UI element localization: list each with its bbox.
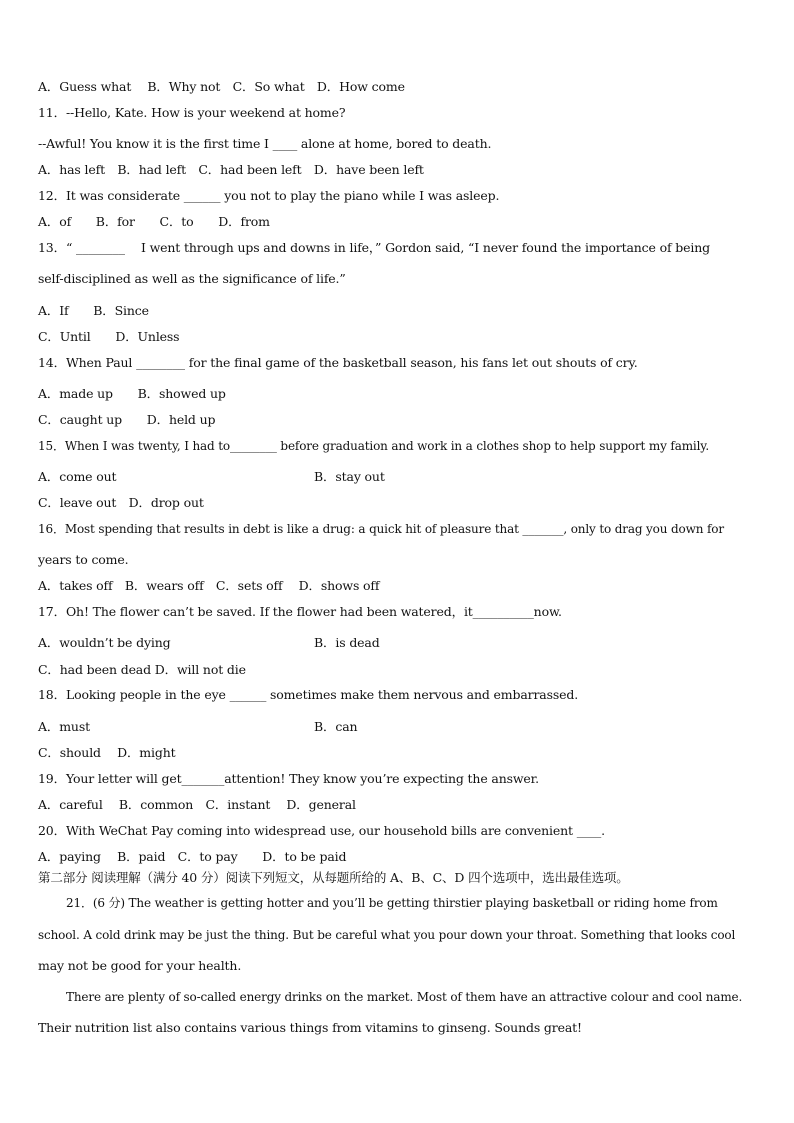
q12-stem: 12．It was considerate ______ you not to play the piano while I was asleep. xyxy=(38,188,500,203)
q11-options: A．has left B．had left C．had been left D．have been left xyxy=(38,162,424,177)
q17-stem: 17．Oh! The flower can’t be saved. If the flower had been watered，it__________now. xyxy=(38,604,562,619)
q13-options-ab: A．If B．Since xyxy=(38,303,149,318)
q11-dialogue: --Awful! You know it is the first time I ____ alone at home, bored to death. xyxy=(38,136,492,151)
q21-paragraph-1-line-1: 21．(6 分) The weather is getting hotter and you’ll be getting thirstier playing basketball or riding home from xyxy=(66,896,718,910)
q13-stem: 13．“ ________ I went through ups and downs in life，” Gordon said, “I never found the importance of being xyxy=(38,240,710,255)
q17-option-b: B．is dead xyxy=(314,635,380,650)
q18-stem: 18．Looking people in the eye ______ sometimes make them nervous and embarrassed. xyxy=(38,687,579,702)
q15-options-cd: C．leave out D．drop out xyxy=(38,495,204,510)
q14-options-cd: C．caught up D．held up xyxy=(38,412,216,427)
q13-options-cd: C．Until D．Unless xyxy=(38,329,180,344)
q15-stem: 15．When I was twenty, I had to________ before graduation and work in a clothes shop to help support my family. xyxy=(38,439,710,453)
q17-options-ab xyxy=(38,635,518,651)
section-2-heading: 第二部分 阅读理解（满分 40 分）阅读下列短文，从每题所给的 A、B、C、D 四个选项中，选出最佳选项。 xyxy=(38,870,629,885)
q18-options-cd: C．should D．might xyxy=(38,745,176,760)
q15-option-a: A．come out xyxy=(38,469,117,484)
q10-options: A．Guess what B．Why not C．So what D．How come xyxy=(38,79,405,94)
q21-paragraph-1-line-2: school. A cold drink may be just the thing. But be careful what you pour down your throat. Something that looks cool xyxy=(38,928,736,942)
q21-paragraph-1-line-3: may not be good for your health. xyxy=(38,958,242,973)
q13-stem-continued: self-disciplined as well as the significance of life.” xyxy=(38,271,346,286)
q21-paragraph-2-line-1: There are plenty of so-called energy drinks on the market. Most of them have an attractive colour and cool name. xyxy=(66,990,743,1004)
q18-option-a: A．must xyxy=(38,719,90,734)
q21-paragraph-2-line-2: Their nutrition list also contains various things from vitamins to ginseng. Sounds great! xyxy=(38,1020,582,1035)
q15-option-b: B．stay out xyxy=(314,469,385,484)
q20-options: A．paying B．paid C．to pay D．to be paid xyxy=(38,849,347,864)
q14-stem: 14．When Paul ________ for the final game of the basketball season, his fans let out shouts of cry. xyxy=(38,355,638,370)
q18-options-ab xyxy=(38,719,518,735)
q19-options: A．careful B．common C．instant D．general xyxy=(38,797,356,812)
q18-option-b: B．can xyxy=(314,719,358,734)
q11-stem: 11．--Hello, Kate. How is your weekend at home? xyxy=(38,105,346,120)
q14-options-ab: A．made up B．showed up xyxy=(38,386,226,401)
q20-stem: 20．With WeChat Pay coming into widespread use, our household bills are convenient ____. xyxy=(38,823,605,838)
q16-stem: 16．Most spending that results in debt is like a drug: a quick hit of pleasure that _______, only to drag you down for xyxy=(38,522,724,536)
q15-options-ab xyxy=(38,469,518,485)
q16-stem-continued: years to come. xyxy=(38,552,129,567)
q17-option-a: A．wouldn’t be dying xyxy=(38,635,171,650)
q16-options: A．takes off B．wears off C．sets off D．shows off xyxy=(38,578,380,593)
q17-options-cd: C．had been dead D．will not die xyxy=(38,662,246,677)
q12-options: A．of B．for C．to D．from xyxy=(38,214,270,229)
q19-stem: 19．Your letter will get_______attention! They know you’re expecting the answer. xyxy=(38,771,539,786)
